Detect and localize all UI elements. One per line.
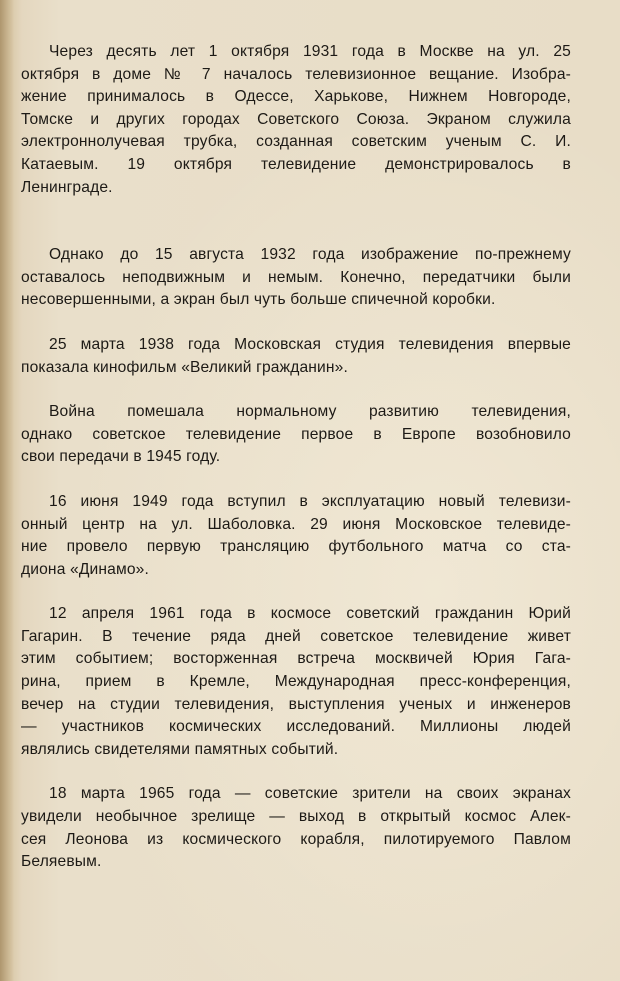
text-line: ние провело первую трансляцию футбольного матча со ста- bbox=[21, 538, 571, 556]
text-line: 16 июня 1949 года вступил в эксплуатацию новый телевизи- bbox=[49, 492, 571, 510]
text-line: рина, прием в Кремле, Международная пресс-конференция, bbox=[21, 673, 571, 691]
text-line: Ленинграде. bbox=[21, 178, 113, 196]
paragraph-1965-leonov bbox=[21, 783, 571, 873]
text-line: 12 апреля 1961 года в космосе советский гражданин Юрий bbox=[49, 605, 571, 623]
text-line: Томске и других городах Советского Союза. Экраном служила bbox=[21, 110, 571, 128]
text-line: Через десять лет 1 октября 1931 года в Москве на ул. 25 bbox=[49, 43, 571, 60]
text-line: диона «Динамо». bbox=[21, 560, 149, 578]
text-line: оставалось неподвижным и немым. Конечно, передатчики были bbox=[21, 268, 571, 286]
text-line: жение принималось в Одессе, Харькове, Нижнем Новгороде, bbox=[21, 88, 571, 106]
text-line: 25 марта 1938 года Московская студия телевидения впервые bbox=[49, 335, 571, 353]
paragraph-1932-still-image bbox=[21, 244, 571, 312]
paragraph-1961-gagarin bbox=[21, 603, 571, 761]
text-line: октября в доме № 7 началось телевизионное вещание. Изобра- bbox=[21, 65, 571, 83]
text-line: Катаевым. 19 октября телевидение демонстрировалось в bbox=[21, 155, 571, 173]
text-line: увидели необычное зрелище — выход в открытый космос Алек- bbox=[21, 808, 571, 826]
text-line: несовершенными, а экран был чуть больше спичечной коробки. bbox=[21, 291, 496, 309]
text-line: — участников космических исследований. Миллионы людей bbox=[21, 718, 571, 736]
text-line: Гагарин. В течение ряда дней советское телевидение живет bbox=[21, 627, 571, 645]
paragraph-1949-shabolovka bbox=[21, 491, 571, 581]
text-line: показала кинофильм «Великий гражданин». bbox=[21, 358, 348, 376]
text-line: однако советское телевидение первое в Европе возобновило bbox=[21, 425, 571, 443]
text-line: Беляевым. bbox=[21, 853, 102, 871]
text-line: 18 марта 1965 года — советские зрители на своих экранах bbox=[49, 785, 571, 803]
text-line: свои передачи в 1945 году. bbox=[21, 448, 221, 466]
text-line: этим событием; восторженная встреча москвичей Юрия Гага- bbox=[21, 650, 571, 668]
text-line: вечер на студии телевидения, выступления ученых и инженеров bbox=[21, 695, 571, 713]
paragraph-1931-broadcast bbox=[21, 41, 571, 199]
page-text bbox=[21, 41, 571, 896]
text-line: электроннолучевая трубка, созданная советским ученым С. И. bbox=[21, 133, 571, 151]
text-line: являлись свидетелями памятных событий. bbox=[21, 740, 339, 758]
text-line: онный центр на ул. Шаболовка. 29 июня Московское телевиде- bbox=[21, 515, 571, 533]
page-spine-shadow bbox=[0, 0, 14, 981]
paragraph-1938-film bbox=[21, 334, 571, 379]
paragraph-war-1945 bbox=[21, 401, 571, 469]
text-line: Однако до 15 августа 1932 года изображение по-прежнему bbox=[49, 246, 571, 264]
text-line: Война помешала нормальному развитию телевидения, bbox=[49, 403, 571, 421]
text-line: сея Леонова из космического корабля, пилотируемого Павлом bbox=[21, 830, 571, 848]
